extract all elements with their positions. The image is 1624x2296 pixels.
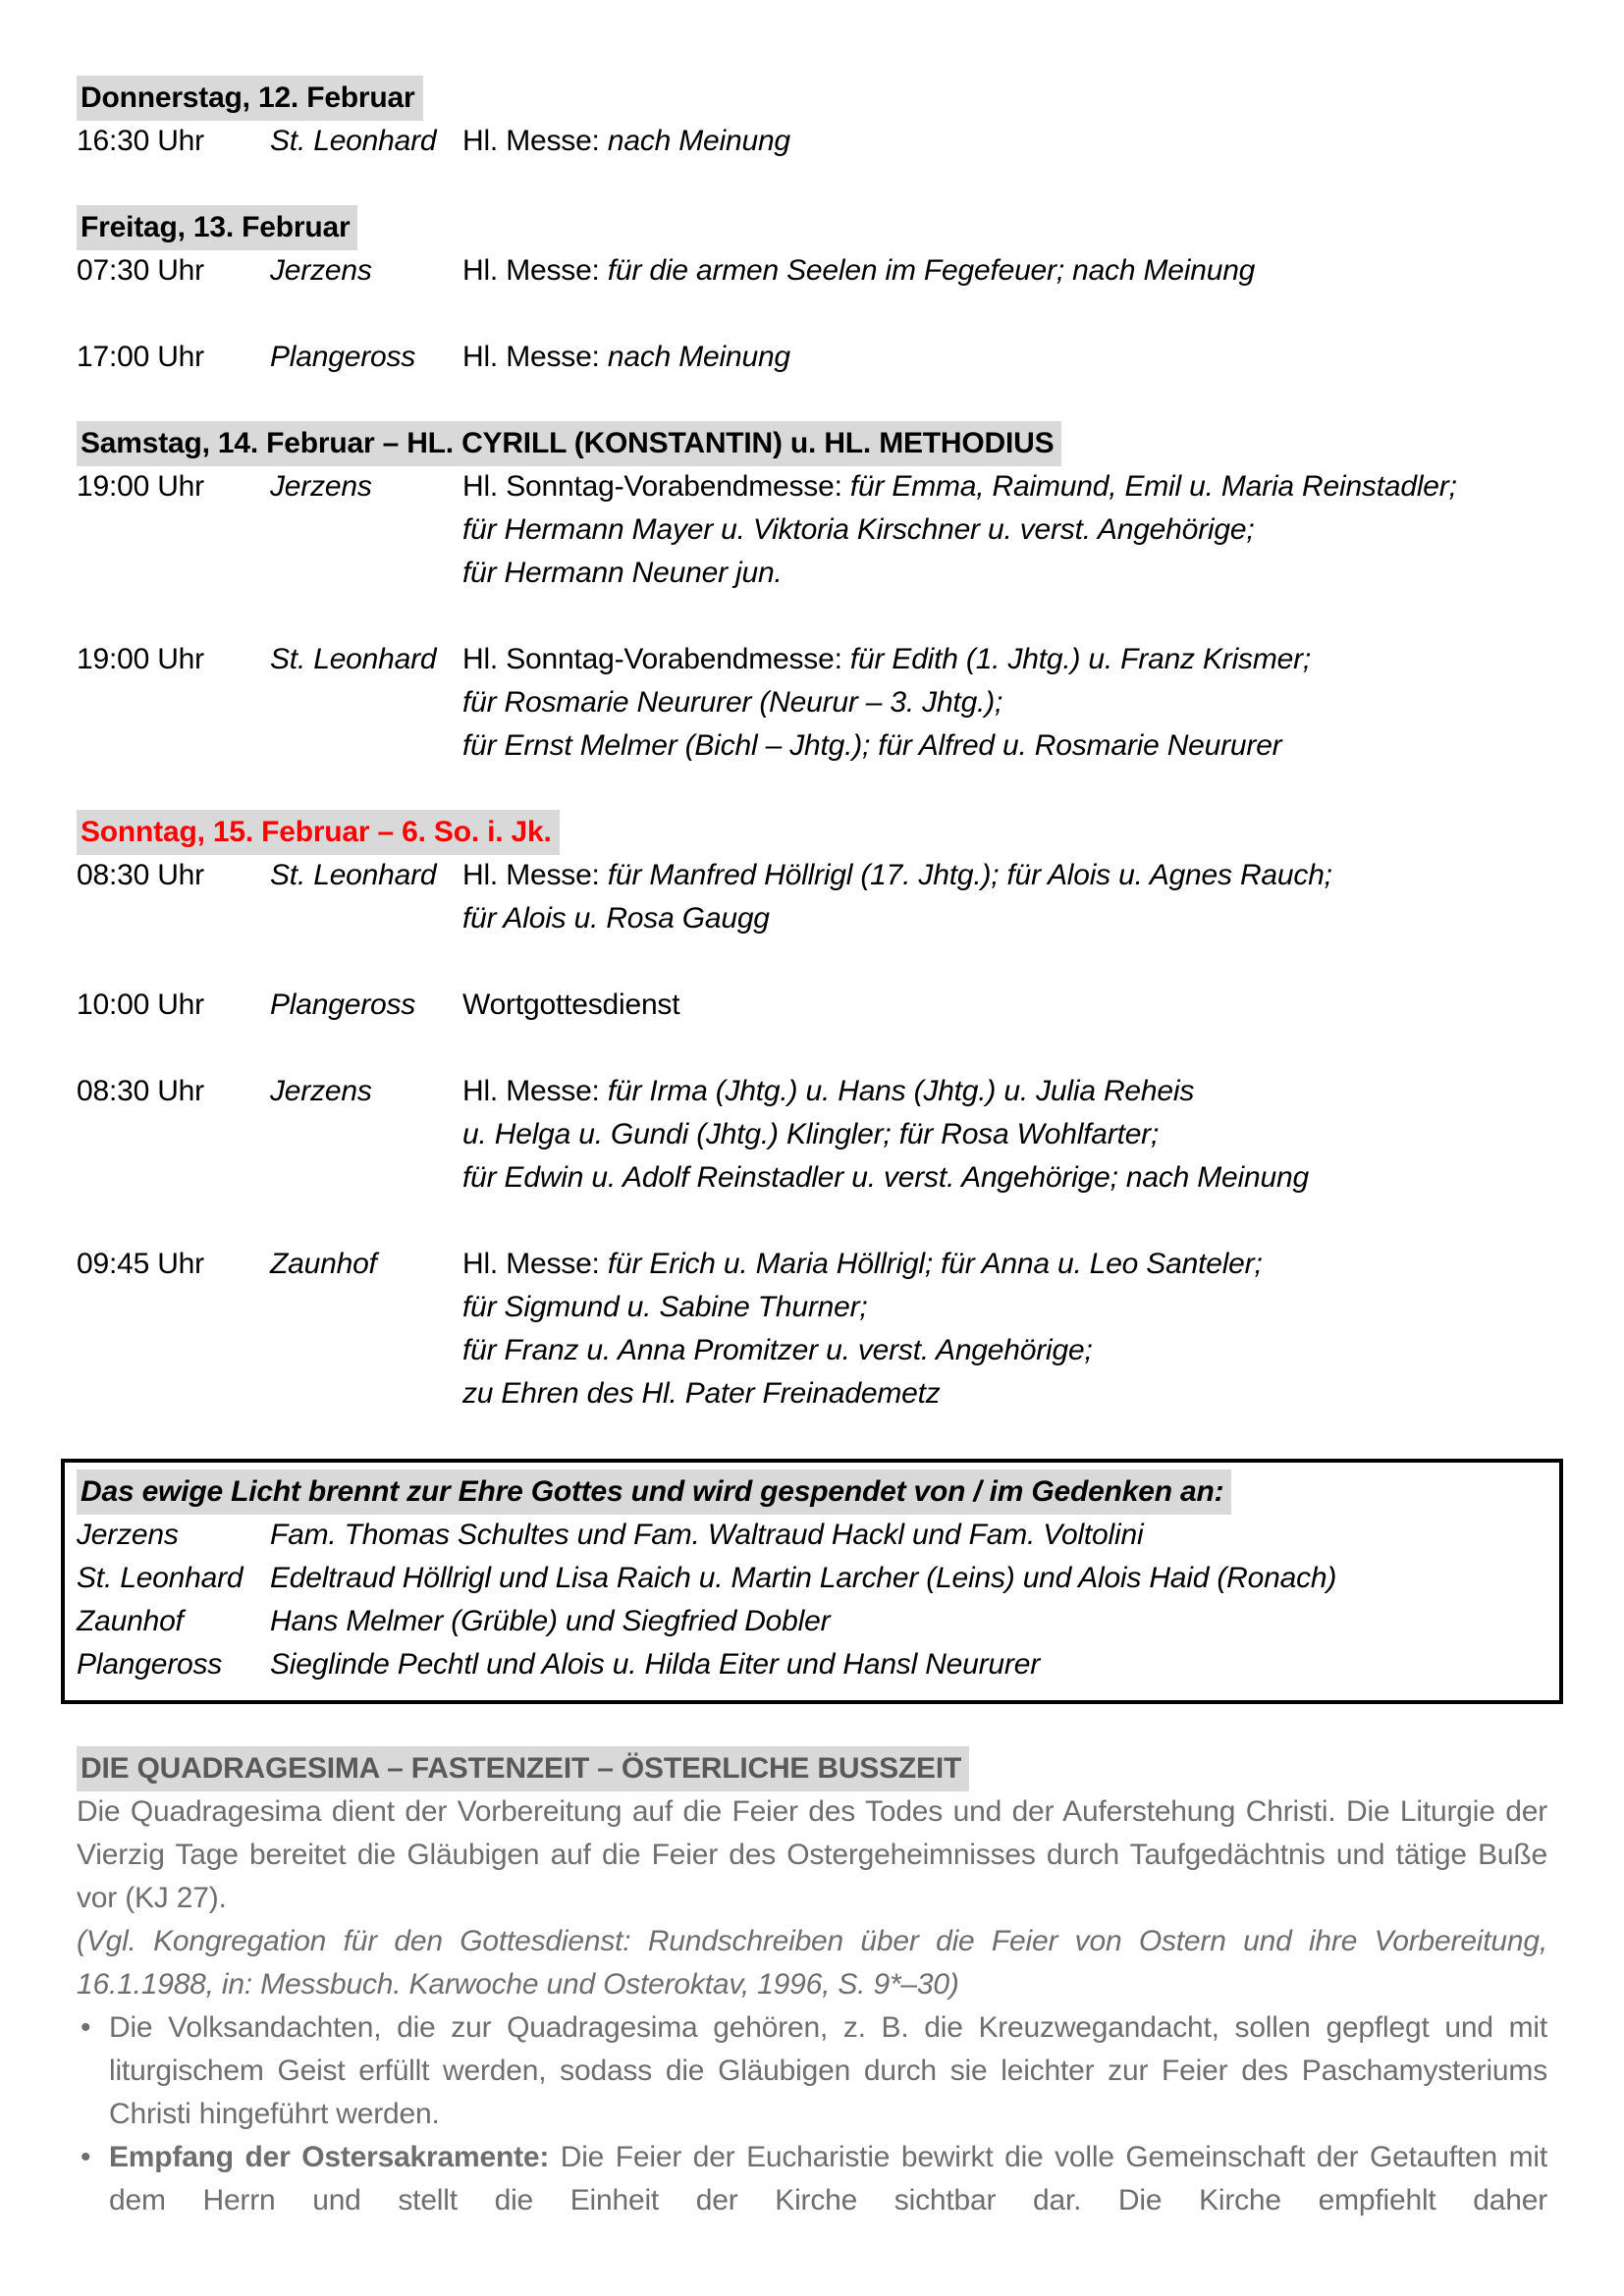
lent-section-title: DIE QUADRAGESIMA – FASTENZEIT – ÖSTERLICHE BUSSZEIT [77, 1746, 969, 1791]
entry-time: 09:45 Uhr [77, 1248, 204, 1280]
entry-place: Plangeross [270, 341, 416, 373]
mass-intention-line [462, 120, 1547, 163]
service-type: Wortgottesdienst [462, 988, 680, 1021]
entry-description [462, 1243, 1547, 1415]
entry-description [462, 249, 1547, 293]
eternal-light-place: St. Leonhard [77, 1562, 244, 1594]
schedule-day [77, 811, 1547, 1415]
mass-entry [77, 465, 1547, 595]
mass-entry [77, 336, 1547, 379]
mass-intention-line [462, 465, 1547, 508]
mass-schedule [77, 77, 1547, 1415]
bullet-text: Empfang der Ostersakramente: Die Feier der Eucharistie bewirkt die volle Gemeinschaft der Getauften mit dem Herrn und stellt die Einheit der Kirche sichtbar dar. Die Kirche empfiehlt daher [109, 2141, 1547, 2216]
schedule-day [77, 77, 1547, 163]
entry-time: 19:00 Uhr [77, 470, 204, 503]
mass-intention-line [462, 638, 1547, 681]
intention-text: für Edith (1. Jhtg.) u. Franz Krismer; [849, 643, 1312, 675]
entry-time: 07:30 Uhr [77, 254, 204, 287]
day-title: Samstag, 14. Februar – HL. CYRILL (KONSTANTIN) u. HL. METHODIUS [77, 421, 1061, 466]
mass-intention-line [462, 552, 1547, 595]
service-type: Hl. Messe: [462, 341, 608, 373]
entry-description [462, 1070, 1547, 1200]
mass-intention-line [462, 1286, 1547, 1329]
entry-place: Plangeross [270, 988, 416, 1021]
entry-place: St. Leonhard [270, 859, 437, 891]
eternal-light-place: Zaunhof [77, 1605, 184, 1637]
mass-intention-line [462, 1156, 1547, 1200]
eternal-light-donors: Hans Melmer (Grüble) und Siegfried Dobler [270, 1605, 831, 1637]
intention-text: für Alois u. Rosa Gaugg [462, 902, 770, 934]
entry-description [462, 465, 1547, 595]
entry-place: Jerzens [270, 470, 372, 503]
lent-intro-paragraph: Die Quadragesima dient der Vorbereitung auf die Feier des Todes und der Auferstehung Christi. Die Liturgie der Vierzig Tage bereitet die Gläubigen auf die Feier des Ostergeheimnisses durch Taufgedächtnis und tätige Buße vor (KJ 27). [77, 1795, 1547, 1914]
intention-text: für Ernst Melmer (Bichl – Jhtg.); für Alfred u. Rosmarie Neururer [462, 729, 1282, 762]
bullet-dot-icon: • [81, 2011, 91, 2044]
service-type: Hl. Sonntag-Vorabendmesse: [462, 470, 850, 503]
mass-entry [77, 854, 1547, 940]
intention-text: nach Meinung [607, 341, 790, 373]
entry-description [462, 854, 1547, 940]
day-title: Sonntag, 15. Februar – 6. So. i. Jk. [77, 810, 560, 855]
lent-citation: (Vgl. Kongregation für den Gottesdienst: Rundschreiben über die Feier von Ostern und ihre Vorbereitung, 16.1.1988, in: Messbuch. Karwoche und Osteroktav, 1996, S. 9*–30) [77, 1925, 1547, 2001]
entry-place: Jerzens [270, 1075, 372, 1107]
eternal-light-title: Das ewige Licht brennt zur Ehre Gottes und wird gespendet von / im Gedenken an: [77, 1469, 1231, 1515]
day-title: Donnerstag, 12. Februar [77, 76, 423, 121]
eternal-light-row [77, 1600, 1547, 1643]
service-type: Hl. Messe: [462, 859, 608, 891]
intention-text: für Erich u. Maria Höllrigl; für Anna u. Leo Santeler; [607, 1248, 1263, 1280]
mass-intention-line [462, 1243, 1547, 1286]
lent-section-header [77, 1747, 1547, 1790]
bullet-dot-icon: • [81, 2141, 91, 2173]
intention-text: u. Helga u. Gundi (Jhtg.) Klingler; für Rosa Wohlfarter; [462, 1118, 1160, 1150]
eternal-light-row [77, 1643, 1547, 1686]
intention-text: für die armen Seelen im Fegefeuer; nach Meinung [607, 254, 1256, 287]
mass-intention-line [462, 1113, 1547, 1156]
mass-entry [77, 984, 1547, 1027]
mass-intention-line [462, 724, 1547, 768]
service-type: Hl. Messe: [462, 1248, 608, 1280]
entry-place: St. Leonhard [270, 125, 437, 157]
service-type: Hl. Sonntag-Vorabendmesse: [462, 643, 850, 675]
day-header-row [77, 77, 1547, 120]
lent-section [77, 1747, 1547, 2222]
intention-text: für Emma, Raimund, Emil u. Maria Reinstadler; [849, 470, 1457, 503]
schedule-day [77, 206, 1547, 379]
entry-time: 08:30 Uhr [77, 859, 204, 891]
eternal-light-place: Plangeross [77, 1648, 223, 1681]
mass-intention-line [462, 1329, 1547, 1372]
day-header-row [77, 422, 1547, 465]
entry-description [462, 984, 1547, 1027]
mass-entry [77, 1243, 1547, 1415]
mass-intention-line [462, 897, 1547, 940]
entry-description [462, 638, 1547, 768]
intention-text: nach Meinung [607, 125, 790, 157]
mass-entry [77, 638, 1547, 768]
mass-intention-line [462, 1070, 1547, 1113]
eternal-light-place: Jerzens [77, 1519, 179, 1551]
mass-intention-line [462, 854, 1547, 897]
mass-intention-line [462, 681, 1547, 724]
day-header-row [77, 206, 1547, 249]
entry-time: 16:30 Uhr [77, 125, 204, 157]
mass-entry [77, 249, 1547, 293]
entry-description [462, 120, 1547, 163]
eternal-light-row [77, 1557, 1547, 1600]
day-title: Freitag, 13. Februar [77, 205, 357, 250]
schedule-day [77, 422, 1547, 768]
mass-intention-line [462, 984, 1547, 1027]
intention-text: für Edwin u. Adolf Reinstadler u. verst. Angehörige; nach Meinung [462, 1161, 1309, 1194]
bullet-text: Die Volksandachten, die zur Quadragesima gehören, z. B. die Kreuzwegandacht, sollen gepflegt und mit liturgischem Geist erfüllt werden, sodass die Gläubigen durch sie leichter zur Feier des Paschamysteriums Christi hingeführt werden. [109, 2011, 1547, 2130]
intention-text: für Sigmund u. Sabine Thurner; [462, 1291, 868, 1323]
mass-intention-line [462, 1372, 1547, 1415]
entry-place: Jerzens [270, 254, 372, 287]
eternal-light-row [77, 1514, 1547, 1557]
entry-place: Zaunhof [270, 1248, 377, 1280]
mass-entry [77, 120, 1547, 163]
intention-text: für Hermann Mayer u. Viktoria Kirschner u. verst. Angehörige; [462, 513, 1255, 546]
entry-time: 10:00 Uhr [77, 988, 204, 1021]
mass-intention-line [462, 508, 1547, 552]
mass-intention-line [462, 249, 1547, 293]
intention-text: zu Ehren des Hl. Pater Freinademetz [462, 1377, 941, 1410]
mass-entry [77, 1070, 1547, 1200]
intention-text: für Manfred Höllrigl (17. Jhtg.); für Alois u. Agnes Rauch; [607, 859, 1332, 891]
intention-text: für Hermann Neuner jun. [462, 557, 783, 589]
bullet-item [77, 2006, 1547, 2136]
entry-time: 19:00 Uhr [77, 643, 204, 675]
mass-intention-line [462, 336, 1547, 379]
entry-time: 08:30 Uhr [77, 1075, 204, 1107]
intention-text: für Rosmarie Neururer (Neurur – 3. Jhtg.); [462, 686, 1003, 719]
service-type: Hl. Messe: [462, 254, 608, 287]
eternal-light-donors: Sieglinde Pechtl und Alois u. Hilda Eiter und Hansl Neururer [270, 1648, 1040, 1681]
entry-place: St. Leonhard [270, 643, 437, 675]
service-type: Hl. Messe: [462, 1075, 608, 1107]
bullet-lead-bold: Empfang der Ostersakramente: [109, 2141, 561, 2173]
bullet-item [77, 2136, 1547, 2222]
intention-text: für Franz u. Anna Promitzer u. verst. Angehörige; [462, 1334, 1093, 1366]
intention-text: für Irma (Jhtg.) u. Hans (Jhtg.) u. Julia Reheis [607, 1075, 1195, 1107]
eternal-light-rows [77, 1514, 1547, 1686]
eternal-light-box [61, 1459, 1563, 1704]
eternal-light-donors: Fam. Thomas Schultes und Fam. Waltraud Hackl und Fam. Voltolini [270, 1519, 1144, 1551]
entry-description [462, 336, 1547, 379]
service-type: Hl. Messe: [462, 125, 608, 157]
eternal-light-donors: Edeltraud Höllrigl und Lisa Raich u. Martin Larcher (Leins) und Alois Haid (Ronach) [270, 1562, 1337, 1594]
lent-bullet-list [77, 2006, 1547, 2222]
day-header-row [77, 811, 1547, 854]
eternal-light-header [77, 1470, 1547, 1514]
entry-time: 17:00 Uhr [77, 341, 204, 373]
